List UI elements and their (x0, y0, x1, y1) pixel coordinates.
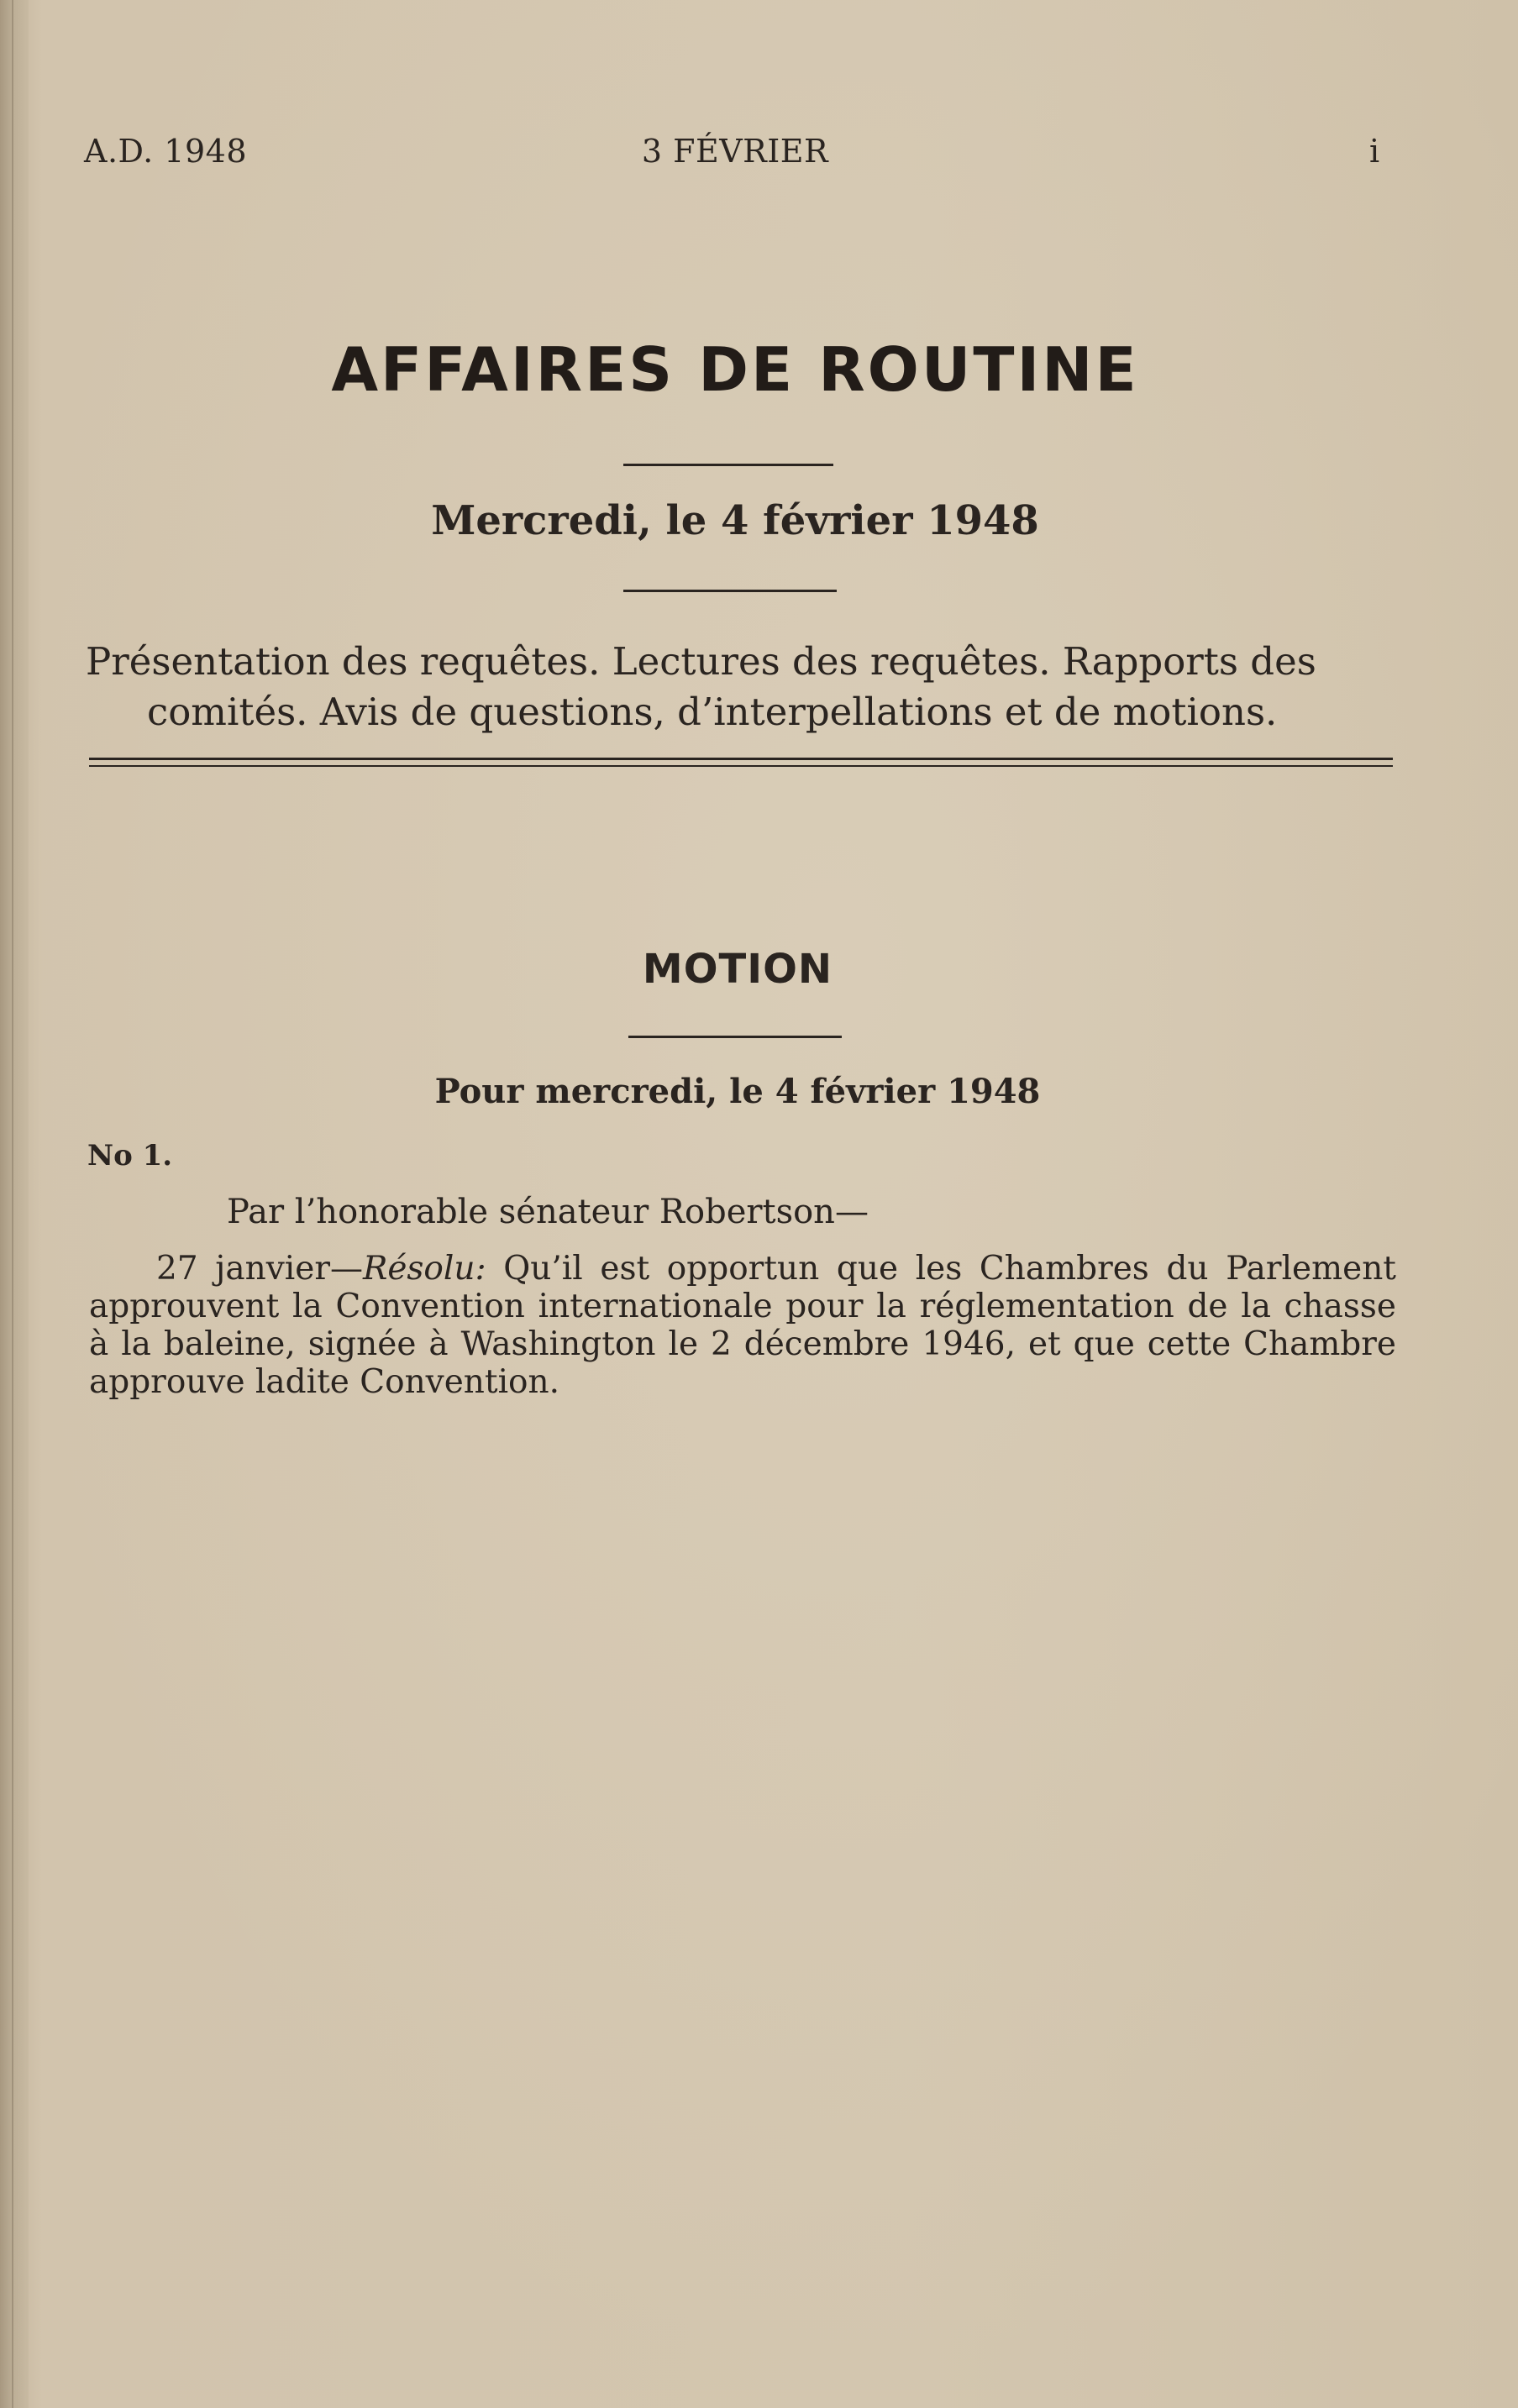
sitting-date: Mercredi, le 4 février 1948 (431, 497, 1039, 544)
divider-rule (628, 1036, 842, 1038)
resolved-label: Résolu: (362, 1250, 486, 1288)
divider-rule (623, 464, 833, 466)
double-divider-rule (89, 758, 1393, 767)
agenda-paragraph (86, 637, 1389, 737)
motion-mover: Par l’honorable sénateur Robertson— (227, 1193, 869, 1231)
divider-rule (623, 590, 837, 592)
page-title: AFFAIRES DE ROUTINE (331, 334, 1139, 405)
motion-text (89, 1250, 1396, 1401)
agenda-line-1: Présentation des requêtes. Lectures des requêtes. Rapports des (86, 639, 1316, 684)
running-head-date: 3 FÉVRIER (641, 133, 829, 170)
motion-number: No 1. (87, 1139, 173, 1173)
section-heading: MOTION (642, 946, 833, 993)
motion-body: Qu’il est opportun que les Chambres du Parlement approuvent la Convention internationale pour la réglementation de la chasse à la baleine, signée à Washington le 2 décembre 1946, et que cette Chambre approuve ladite Convention. (89, 1250, 1396, 1401)
section-subheading: Pour mercredi, le 4 février 1948 (434, 1072, 1041, 1111)
motion-date: 27 janvier— (156, 1250, 363, 1288)
running-head-year: A.D. 1948 (84, 133, 247, 170)
page-number: i (1369, 133, 1380, 170)
agenda-line-2: comités. Avis de questions, d’interpellations et de motions. (147, 690, 1278, 734)
